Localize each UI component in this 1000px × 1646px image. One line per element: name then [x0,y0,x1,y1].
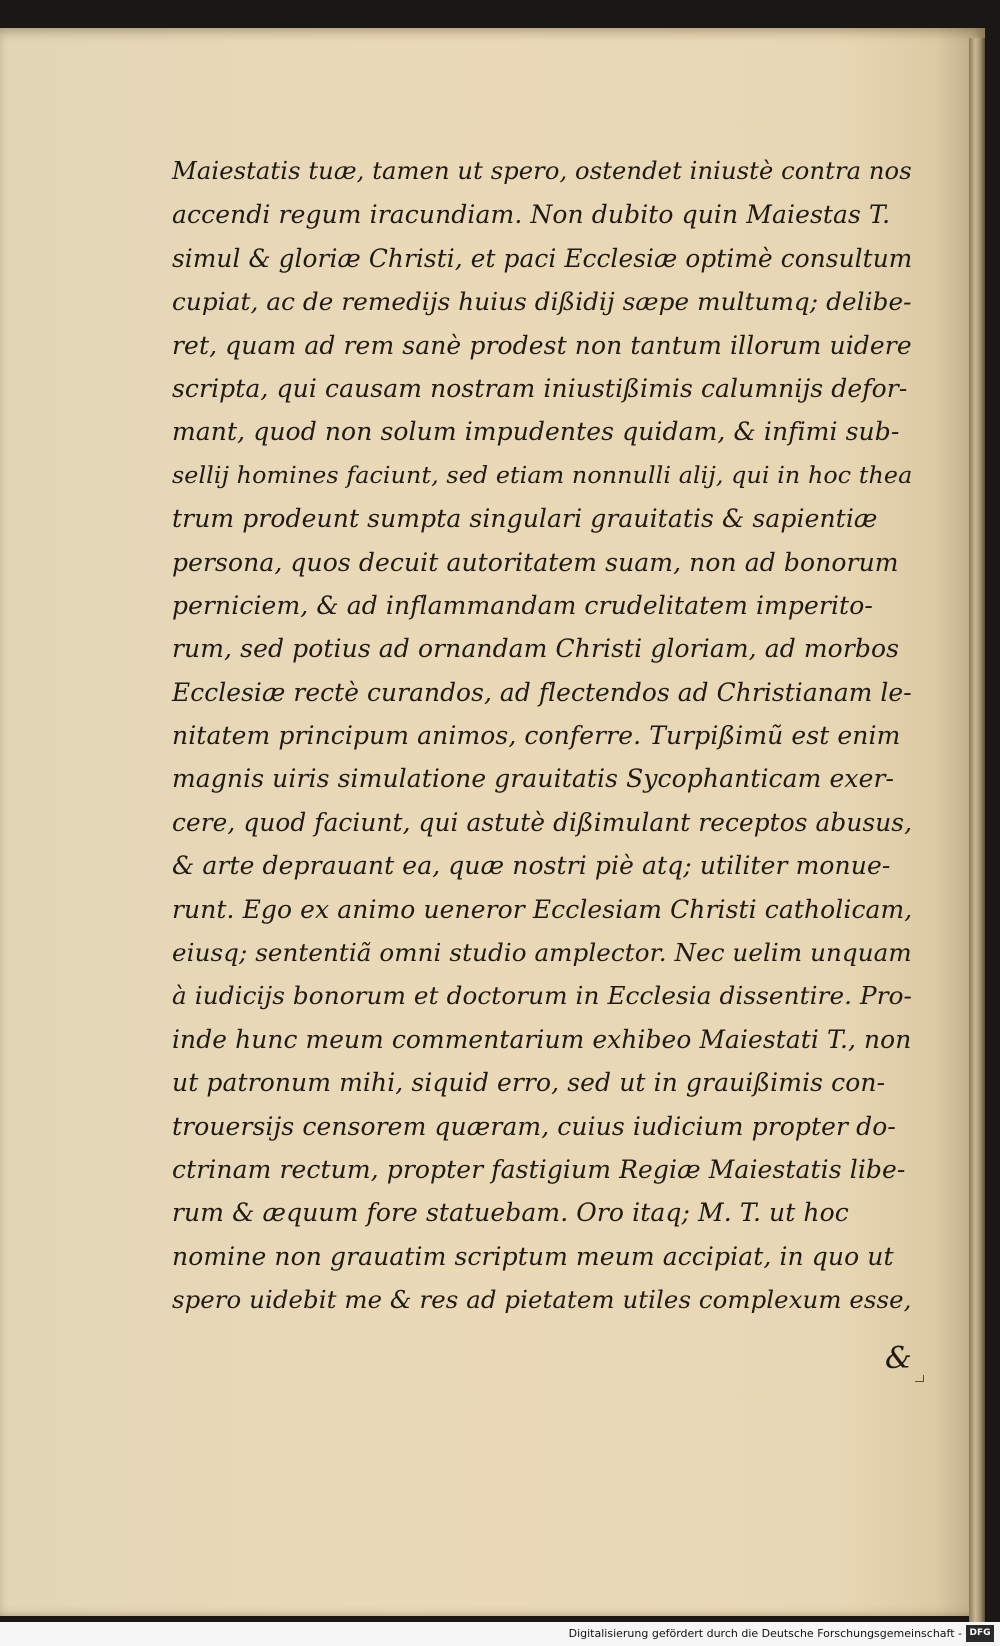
text-line: persona, quos decuit autoritatem suam, non ad bonorum [172,547,899,577]
text-line: mant, quod non solum impudentes quidam, & infimi sub- [172,417,900,447]
text-line: nitatem principum animos, conferre. Turpißimũ est enim [172,721,901,751]
text-line: magnis uiris simulatione grauitatis Sycophanticam exer- [172,764,895,794]
digitization-footer [0,1622,1000,1646]
corner-mark [915,1375,924,1382]
text-line: trouersijs censorem quæram, cuius iudicium propter do- [172,1111,896,1141]
text-line: runt. Ego ex animo ueneror Ecclesiam Christi catholicam, [172,894,913,924]
text-line: perniciem, & ad inflammandam crudelitatem imperito- [172,590,873,620]
text-line: Ecclesiæ rectè curandos, ad flectendos ad Christianam le- [172,677,912,707]
text-line: ctrinam rectum, propter fastigium Regiæ Maiestatis libe- [172,1154,906,1184]
funding-credit: Digitalisierung gefördert durch die Deutsche Forschungsgemeinschaft - [568,1627,962,1640]
text-line: scripta, qui causam nostram iniustißimis calumnijs defor- [172,373,908,403]
text-line: rum & æquum fore statuebam. Oro itaq; M. T. ut hoc [172,1198,849,1228]
text-line: inde hunc meum commentarium exhibeo Maiestati T., non [172,1024,912,1054]
text-line: cupiat, ac de remedijs huius dißidij sæpe multumq; delibe- [172,287,912,317]
text-line: ret, quam ad rem sanè prodest non tantum illorum uidere [172,330,912,360]
text-line: spero uidebit me & res ad pietatem utiles complexum esse, [172,1285,912,1315]
text-line: cere, quod faciunt, qui astutè dißimulant receptos abusus, [172,807,913,837]
book-page [0,28,985,1616]
text-line: à iudicijs bonorum et doctorum in Ecclesia dissentire. Pro- [172,981,912,1011]
text-line: ut patronum mihi, siquid erro, sed ut in grauißimis con- [172,1068,886,1098]
text-line: rum, sed potius ad ornandam Christi gloriam, ad morbos [172,634,900,664]
page-edge [969,38,985,1638]
text-line: sellij homines faciunt, sed etiam nonnulli alij, qui in hoc thea [172,460,913,489]
dfg-logo: DFG [966,1625,994,1642]
text-line: trum prodeunt sumpta singulari grauitatis & sapientiæ [172,504,878,534]
text-line: nomine non grauatim scriptum meum accipiat, in quo ut [172,1241,894,1271]
body-text [172,150,912,1322]
catchword: & [885,1341,912,1376]
text-line: Maiestatis tuæ, tamen ut spero, ostendet iniustè contra nos [172,157,912,185]
text-line: eiusq; sententiã omni studio amplector. Nec uelim unquam [172,938,912,968]
text-line: & arte deprauant ea, quæ nostri piè atq; utiliter monue- [172,851,891,881]
text-line: accendi regum iracundiam. Non dubito quin Maiestas T. [172,200,891,230]
text-line: simul & gloriæ Christi, et paci Ecclesiæ optimè consultum [172,243,913,273]
